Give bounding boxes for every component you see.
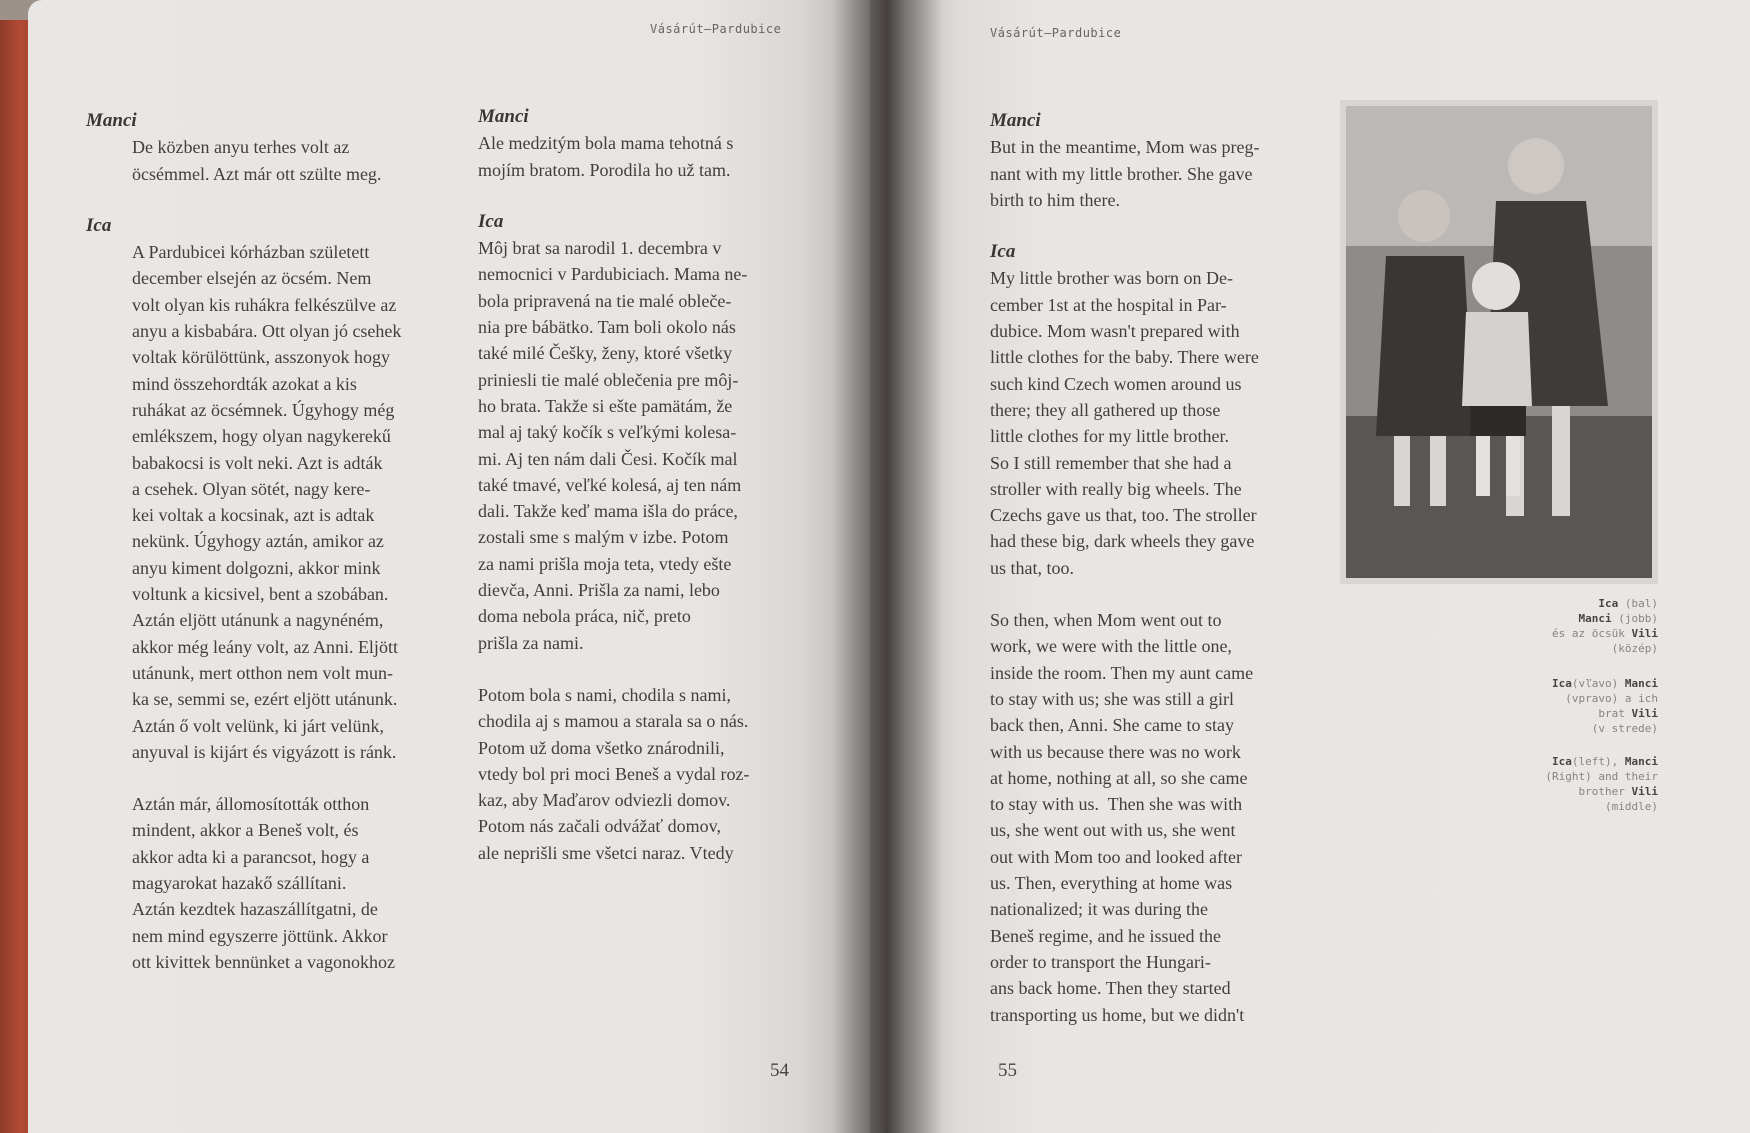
- speaker-label: Ica: [990, 241, 1016, 263]
- text-line: a csehek. Olyan sötét, nagy kere-: [132, 478, 371, 499]
- text-line: nem mind egyszerre jöttünk. Akkor: [132, 925, 388, 946]
- text-line: out with Mom too and looked after: [990, 846, 1242, 867]
- text-line: vtedy bol pri moci Beneš a vydal roz-: [478, 763, 750, 784]
- text-line: anyu kiment dolgozni, akkor mink: [132, 557, 381, 578]
- text-line: bola pripravená na tie malé oblečе-: [478, 290, 732, 311]
- text-line: za nami prišla moja teta, vtedy ešte: [478, 553, 732, 574]
- photo-caption-english: Ica(left), Manci (Right) and their brother Vili (middle): [1545, 755, 1658, 813]
- text-line: Ale medzitým bola mama tehotná s: [478, 133, 734, 154]
- text-line: us. Then, everything at home was: [990, 873, 1233, 894]
- speaker-label: Manci: [86, 110, 137, 131]
- text-line: doma nebola práca, nič, preto: [478, 606, 691, 627]
- text-line: mojím bratom. Porodila ho už tam.: [478, 159, 731, 180]
- text-line: cember 1st at the hospital in Par-: [990, 294, 1227, 315]
- text-line: A Pardubicei kórházban született: [132, 242, 370, 263]
- text-line: magyarokat hazakő szállítani.: [132, 873, 347, 894]
- text-line: anyu a kisbabára. Ott olyan jó csehek: [132, 321, 402, 342]
- paragraph: [478, 682, 838, 866]
- family-photo: [1340, 100, 1658, 584]
- speaker-label: Manci: [990, 110, 1041, 131]
- text-line: nekünk. Úgyhogy aztán, amikor az: [132, 531, 384, 552]
- paragraph: [86, 239, 466, 765]
- text-line: ans back home. Then they started: [990, 978, 1231, 999]
- text-line: akkor adta ki a parancsot, hogy a: [132, 846, 370, 867]
- text-line: nemocnici v Pardubiciach. Mama ne-: [478, 264, 748, 285]
- left-page: [28, 0, 870, 1133]
- text-line: little clothes for my little brother.: [990, 426, 1229, 447]
- text-line: mind összehordták azokat a kis: [132, 373, 357, 394]
- text-line: Môj brat sa narodil 1. decembra v: [478, 238, 722, 259]
- photo-caption-hungarian: Ica (bal) Manci (jobb) és az öcsük Vili (közép): [1552, 597, 1658, 655]
- photo-caption-slovak: Ica(vľavo) Manci (vpravo) a ich brat Vili (v strede): [1552, 677, 1658, 735]
- paragraph: [990, 607, 1330, 1028]
- speaker-label: Manci: [478, 106, 529, 127]
- text-line: také tmavé, veľké kolesá, aj ten nám: [478, 474, 742, 495]
- text-line: priniesli tie malé oblečenia pre môj-: [478, 369, 739, 390]
- text-line: little clothes for the baby. There were: [990, 347, 1259, 368]
- paragraph: [990, 265, 1330, 581]
- text-line: ale neprišli sme všetci naraz. Vtedy: [478, 842, 734, 863]
- text-line: us, she went out with us, she went: [990, 820, 1236, 841]
- text-line: chodila aj s mamou a starala sa o nás.: [478, 711, 749, 732]
- text-line: So then, when Mom went out to: [990, 610, 1222, 631]
- slovak-column: [478, 104, 838, 866]
- paragraph: [478, 235, 838, 656]
- speaker-label: Ica: [478, 210, 504, 232]
- text-line: Potom bola s nami, chodila s nami,: [478, 684, 731, 705]
- text-line: dievča, Anni. Prišla za nami, lebo: [478, 580, 720, 601]
- text-line: babakocsi is volt neki. Azt is adták: [132, 452, 383, 473]
- text-line: voltunk a kicsivel, bent a szobában.: [132, 584, 389, 605]
- text-line: us that, too.: [990, 557, 1074, 578]
- paragraph: [86, 791, 466, 975]
- text-line: utánunk, mert otthon nem volt mun-: [132, 662, 393, 683]
- running-head-left: Vásárút—Pardubice: [650, 22, 782, 36]
- text-line: voltak körülöttünk, asszonyok hogy: [132, 347, 390, 368]
- text-line: Aztán ő volt velünk, ki járt velünk,: [132, 715, 384, 736]
- text-line: order to transport the Hungari-: [990, 951, 1211, 972]
- text-line: inside the room. Then my aunt came: [990, 662, 1254, 683]
- text-line: stroller with really big wheels. The: [990, 478, 1242, 499]
- paragraph: [478, 130, 838, 183]
- children-photo-illustration: [1346, 106, 1652, 578]
- text-line: dubice. Mom wasn't prepared with: [990, 321, 1240, 342]
- text-line: But in the meantime, Mom was preg-: [990, 137, 1260, 158]
- text-line: Potom nás začali odvážať domov,: [478, 816, 721, 837]
- text-line: volt olyan kis ruhákra felkészülve az: [132, 294, 397, 315]
- text-line: ruhákat az öcsémnek. Úgyhogy még: [132, 399, 395, 420]
- text-line: emlékszem, hogy olyan nagykerekű: [132, 426, 391, 447]
- text-line: nia pre bábätko. Tam boli okolo nás: [478, 317, 736, 338]
- page-number-right: 55: [998, 1060, 1017, 1081]
- text-line: akkor még leány volt, az Anni. Eljött: [132, 636, 398, 657]
- english-column: [990, 108, 1330, 1028]
- text-line: december elsején az öcsém. Nem: [132, 268, 372, 289]
- paragraph: [86, 134, 466, 187]
- text-line: anyuval is kijárt és vigyázott is ránk.: [132, 741, 397, 762]
- text-line: kaz, aby Maďarov odviezli domov.: [478, 790, 731, 811]
- text-line: such kind Czech women around us: [990, 373, 1242, 394]
- text-line: with us because there was no work: [990, 741, 1241, 762]
- text-line: at home, nothing at all, so she came: [990, 767, 1248, 788]
- text-line: také milé Češky, ženy, ktoré všetky: [478, 343, 733, 364]
- text-line: Beneš regime, and he issued the: [990, 925, 1221, 946]
- text-line: Potom už doma všetko znárodnili,: [478, 737, 725, 758]
- text-line: nationalized; it was during the: [990, 899, 1208, 920]
- text-line: Aztán kezdtek hazaszállítgatni, de: [132, 899, 378, 920]
- text-line: nant with my little brother. She gave: [990, 163, 1253, 184]
- text-line: Czechs gave us that, too. The stroller: [990, 505, 1257, 526]
- text-line: Aztán már, állomosították otthon: [132, 794, 370, 815]
- text-line: mi. Aj ten nám dali Česi. Kočík mal: [478, 448, 738, 469]
- text-line: zostali sme s malým v izbe. Potom: [478, 527, 729, 548]
- text-line: mindent, akkor a Beneš volt, és: [132, 820, 359, 841]
- text-line: to stay with us. Then she was with: [990, 794, 1243, 815]
- text-line: My little brother was born on De-: [990, 268, 1233, 289]
- text-line: So I still remember that she had a: [990, 452, 1232, 473]
- text-line: prišla za nami.: [478, 632, 584, 653]
- text-line: ott kivittek bennünket a vagonokhoz: [132, 951, 395, 972]
- running-head-right: Vásárút—Pardubice: [990, 26, 1122, 40]
- book-gutter: [832, 0, 942, 1133]
- text-line: mal aj taký kočík s veľkými kolesa-: [478, 422, 737, 443]
- text-line: ho brata. Takže si ešte pamätám, že: [478, 395, 733, 416]
- text-line: had these big, dark wheels they gave: [990, 531, 1255, 552]
- page-number-left: 54: [770, 1060, 789, 1081]
- text-line: transporting us home, but we didn't: [990, 1004, 1245, 1025]
- text-line: kei voltak a kocsinak, azt is adtak: [132, 505, 375, 526]
- text-line: De közben anyu terhes volt az: [132, 137, 350, 158]
- text-line: birth to him there.: [990, 189, 1120, 210]
- text-line: ka se, semmi se, ezért eljött utánunk.: [132, 689, 398, 710]
- text-line: to stay with us; she was still a girl: [990, 688, 1234, 709]
- text-line: there; they all gathered up those: [990, 399, 1221, 420]
- speaker-label: Ica: [86, 214, 112, 236]
- text-line: back then, Anni. She came to stay: [990, 715, 1234, 736]
- hungarian-column: [86, 108, 466, 975]
- text-line: dali. Takže keď mama išla do práce,: [478, 501, 738, 522]
- text-line: öcsémmel. Azt már ott szülte meg.: [132, 163, 382, 184]
- text-line: Aztán eljött utánunk a nagynéném,: [132, 610, 384, 631]
- paragraph: [990, 134, 1330, 213]
- text-line: work, we were with the little one,: [990, 636, 1232, 657]
